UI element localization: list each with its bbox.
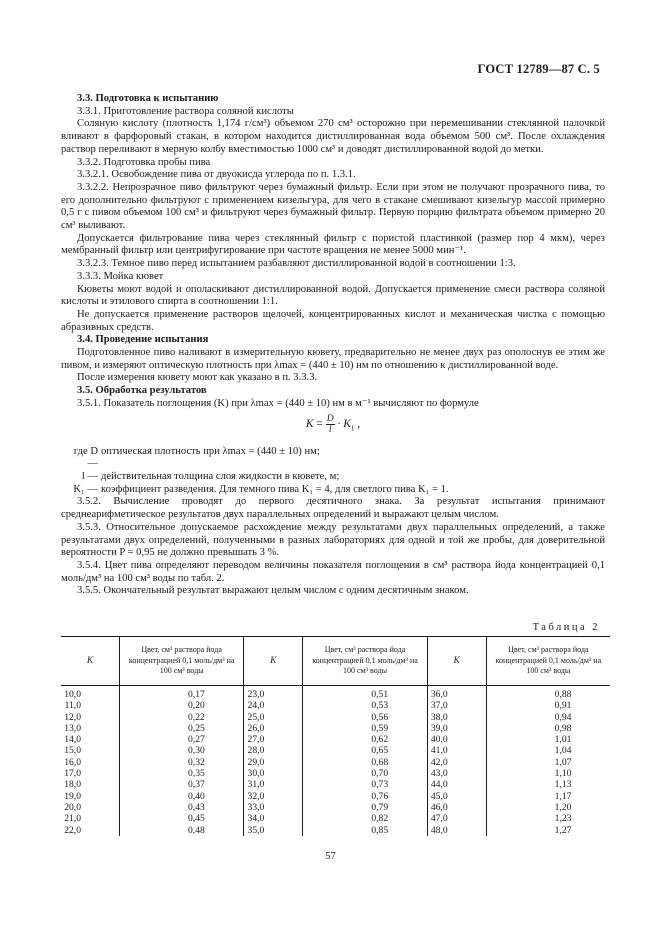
paragraph: 3.5.3. Относительное допускаемое расхождение между результатами двух параллельных определений, а также результатами двух определений, полученными в разных лабораториях для одной и той же пробы, для доверительной вероятности P = 0,95 не должно превышать 3 %.: [61, 521, 605, 559]
definition-row: [61, 446, 605, 471]
table-cell-color: 0,32: [120, 757, 244, 768]
paragraph: 3.3.2.1. Освобождение пива от двуокисда углерода по п. 1.3.1.: [77, 169, 356, 181]
table-cell-k: 46,0: [427, 802, 486, 813]
formula-subscript: 1: [350, 424, 355, 433]
table-cell-color: 1,17: [486, 791, 610, 802]
table-row: [61, 700, 610, 711]
table-cell-k: 24,0: [244, 700, 303, 711]
table-cell-color: 0,98: [486, 723, 610, 734]
definition-text: действительная толщина слоя жидкости в кювете, м;: [101, 470, 340, 482]
table-cell-color: 0,20: [120, 700, 244, 711]
table-cell-k: 11,0: [64, 700, 81, 712]
running-header: ГОСТ 12789—87 С. 5: [477, 62, 600, 76]
table-cell-k: 39,0: [427, 723, 486, 734]
table-cell-color: 1,13: [486, 779, 610, 790]
table-cell-k: 26,0: [244, 723, 303, 734]
table-cell-color: 0,62: [303, 734, 427, 745]
table-header-color: Цвет, см³ раствора йода концентрацией 0,1 моль/дм³ на 100 см³ воды: [303, 637, 427, 686]
table-cell-color: 1,04: [486, 745, 610, 756]
table-header-color: Цвет, см³ раствора йода концентрацией 0,1 моль/дм³ на 100 см³ воды: [486, 637, 610, 686]
table-cell-k: 15,0: [64, 745, 81, 757]
paragraph: Кюветы моют водой и ополаскивают дистиллированной водой. Допускается применение смеси раствора соляной кислоты и этилового спирта в соотношении 1:1.: [61, 283, 605, 308]
table-cell-k: 13,0: [64, 722, 81, 734]
formula-equals: =: [313, 417, 326, 430]
formula-definitions: [61, 446, 605, 497]
table-cell-k: 30,0: [244, 768, 303, 779]
table-body: [61, 686, 610, 836]
table-cell-color: 1,01: [486, 734, 610, 745]
table-cell-k: 14,0: [64, 734, 81, 746]
formula-lhs: K: [305, 417, 314, 430]
table-cell-color: 0,76: [303, 791, 427, 802]
table-cell-k: 32,0: [244, 791, 303, 802]
table-cell-color: 0,35: [120, 768, 244, 779]
table-cell-color: 0,91: [486, 700, 610, 711]
table-cell-color: 0,22: [120, 712, 244, 723]
table-row: [61, 791, 610, 802]
table-cell-color: 0,73: [303, 779, 427, 790]
table-cell-color: 0,25: [120, 723, 244, 734]
table-cell-k: 27,0: [244, 734, 303, 745]
table-cell-color: 0,45: [120, 813, 244, 824]
subsection-heading: 3.3.3. Мойка кювет: [77, 270, 164, 282]
table-cell-k: 36,0: [427, 686, 486, 701]
table-cell-k: 17,0: [64, 768, 81, 780]
table-cell-color: 0,65: [303, 745, 427, 756]
formula: [61, 414, 605, 444]
definition-row: [61, 471, 605, 484]
paragraph: 3.5.1. Показатель поглощения (K) при λmax = (440 ± 10) нм в м⁻¹ вычисляют по формуле: [77, 397, 479, 409]
table-cell-color: 0,53: [303, 700, 427, 711]
subsection-heading: 3.3.2. Подготовка пробы пива: [77, 156, 211, 168]
table-cell-color: 0,40: [120, 791, 244, 802]
table-cell-color: 0,43: [120, 802, 244, 813]
table-header-k: K: [61, 637, 120, 686]
paragraph: 3.3.2.3. Темное пиво перед испытанием разбавляют дистиллированной водой в соотношении 1:3.: [77, 258, 516, 270]
table-cell-k: 35,0: [244, 825, 303, 836]
table-cell-k: 34,0: [244, 813, 303, 824]
table-cell-color: 0,59: [303, 723, 427, 734]
table-cell-k: 18,0: [64, 779, 81, 791]
section-heading: 3.3. Подготовка к испытанию: [77, 93, 219, 104]
table-cell-k: 16,0: [64, 756, 81, 768]
table-header-k: K: [244, 637, 303, 686]
paragraph: 3.3.2.2. Непрозрачное пиво фильтруют через бумажный фильтр. Если при этом не получают прозрачного пива, то его дополнительно фильтруют с применением кизельгура, для чего в стакане смешивают кизельгур массой примерно 0,5 г с пивом объемом 100 см³ и фильтруют через бумажный фильтр. Первую порцию фильтрата объемом примерно 20 см³ выливают.: [61, 181, 605, 232]
table-cell-color: 1,20: [486, 802, 610, 813]
paragraph: 3.5.2. Вычисление проводят до первого десятичного знака. За результат испытания принимают среднеарифметическое результатов двух параллельных определений и выражают целым числом.: [61, 496, 605, 521]
table-cell-color: 1,23: [486, 813, 610, 824]
paragraph: 3.5.5. Окончательный результат выражают целым числом с одним десятичным знаком.: [77, 585, 469, 597]
table-cell-color: 0,17: [120, 686, 244, 701]
table-cell-k: 31,0: [244, 779, 303, 790]
table-cell-color: 0,48: [120, 825, 244, 836]
table-cell-color: 0,85: [303, 825, 427, 836]
definition-text: коэффициент разведения. Для темного пива K₁ = 4, для светлого пива K₁ = 1.: [101, 483, 449, 495]
table-cell-k: 42,0: [427, 757, 486, 768]
table-cell-color: 0,68: [303, 757, 427, 768]
table-row: [61, 734, 610, 745]
paragraph: Не допускается применение растворов щелочей, концентрированных кислот и механическая чистка с помощью абразивных средств.: [61, 308, 605, 333]
formula-numerator: D: [326, 413, 334, 424]
table-cell-k: 44,0: [427, 779, 486, 790]
table-cell-color: 0,88: [486, 686, 610, 701]
table-row: [61, 745, 610, 756]
table-cell-color: 0,27: [120, 734, 244, 745]
paragraph: Соляную кислоту (плотность 1,174 г/см³) объемом 270 см³ осторожно при перемешивании стеклянной палочкой вливают в фарфоровый стакан, в котором находится дистиллированная вода объемом 500 см³. После охлаждения раствор переливают в мерную колбу вместимостью 1000 см³ и доводят дистиллированной водой до метки.: [61, 118, 605, 155]
table-cell-k: 43,0: [427, 768, 486, 779]
table-row: [61, 712, 610, 723]
table-cell-color: 0,51: [303, 686, 427, 701]
table-cell-color: 0,56: [303, 712, 427, 723]
definition-label: l —: [81, 470, 98, 482]
table-header-color: Цвет, см³ раствора йода концентрацией 0,1 моль/дм³ на 100 см³ воды: [120, 637, 244, 686]
definition-label: где D —: [73, 445, 98, 470]
table-cell-k: 10,0: [64, 689, 81, 700]
table-cell-k: 12,0: [64, 711, 81, 723]
table-cell-color: 0,94: [486, 712, 610, 723]
table-cell-k: 33,0: [244, 802, 303, 813]
paragraph: После измерения кювету моют как указано в п. 3.3.3.: [77, 372, 318, 384]
table-cell-k: 25,0: [244, 712, 303, 723]
definition-text: оптическая плотность при λmax = (440 ± 10) нм;: [101, 445, 320, 457]
formula-tail: ,: [354, 417, 361, 430]
table-row: [61, 813, 610, 824]
table-cell-k: 47,0: [427, 813, 486, 824]
table-cell-color: 0,70: [303, 768, 427, 779]
table-cell-k: 45,0: [427, 791, 486, 802]
formula-fraction: [326, 414, 335, 435]
section-heading: 3.4. Проведение испытания: [77, 334, 209, 346]
table-row: [61, 723, 610, 734]
table-row: [61, 757, 610, 768]
definition-label: K₁ —: [73, 483, 98, 495]
table-cell-k: 38,0: [427, 712, 486, 723]
subsection-heading: 3.3.1. Приготовление раствора соляной кислоты: [77, 105, 294, 117]
table-cell-k: 23,0: [244, 686, 303, 701]
table-cell-k: 48,0: [427, 825, 486, 836]
paragraph: Допускается фильтрование пива через стеклянный фильтр с пористой пластинкой (размер пор 4 мкм), через мембранный фильтр или центрифугирование при частоте вращения не менее 5000 мин⁻¹.: [61, 232, 605, 257]
table-cell-k: 19,0: [64, 790, 81, 802]
table-cell-color: 0,79: [303, 802, 427, 813]
formula-rhs: · K: [334, 417, 351, 430]
table-cell-color: 0,82: [303, 813, 427, 824]
table-cell-color: 1,27: [486, 825, 610, 836]
table-cell-k: 20,0: [64, 801, 81, 813]
definition-row: [61, 484, 605, 497]
table-row: [61, 802, 610, 813]
table-row: [61, 779, 610, 790]
table-row: [61, 825, 610, 836]
table-cell-k: 41,0: [427, 745, 486, 756]
table-cell-k: 22,0: [64, 824, 81, 836]
table-header-row: [61, 637, 610, 686]
table-header-k: K: [427, 637, 486, 686]
table-cell-color: 0,37: [120, 779, 244, 790]
table-row: [61, 686, 610, 701]
section-heading: 3.5. Обработка результатов: [77, 385, 207, 397]
table-caption: Таблица 2: [532, 622, 600, 633]
table-cell-k: 28,0: [244, 745, 303, 756]
paragraph: Подготовленное пиво наливают в измерительную кювету, предварительно не менее двух раз ополоснув ее этим же пивом, и измеряют оптическую плотность при λmax = (440 ± 10) нм по отношению к дистиллированной воде.: [61, 347, 605, 371]
document-body: [61, 93, 605, 598]
page-number: 57: [325, 851, 336, 862]
table-row: [61, 768, 610, 779]
paragraph: 3.5.4. Цвет пива определяют переводом величины показателя поглощения в см³ раствора йода концентрацией 0,1 моль/дм³ на 100 см³ воды по табл. 2.: [61, 559, 605, 584]
table-cell-color: 0,30: [120, 745, 244, 756]
formula-denominator: l: [328, 424, 332, 435]
table-cell-color: 1,07: [486, 757, 610, 768]
table-cell-k: 37,0: [427, 700, 486, 711]
table-cell-k: 40,0: [427, 734, 486, 745]
table-cell-k: 29,0: [244, 757, 303, 768]
table-cell-k: 21,0: [64, 813, 81, 825]
color-table: [61, 636, 610, 836]
table-cell-color: 1,10: [486, 768, 610, 779]
